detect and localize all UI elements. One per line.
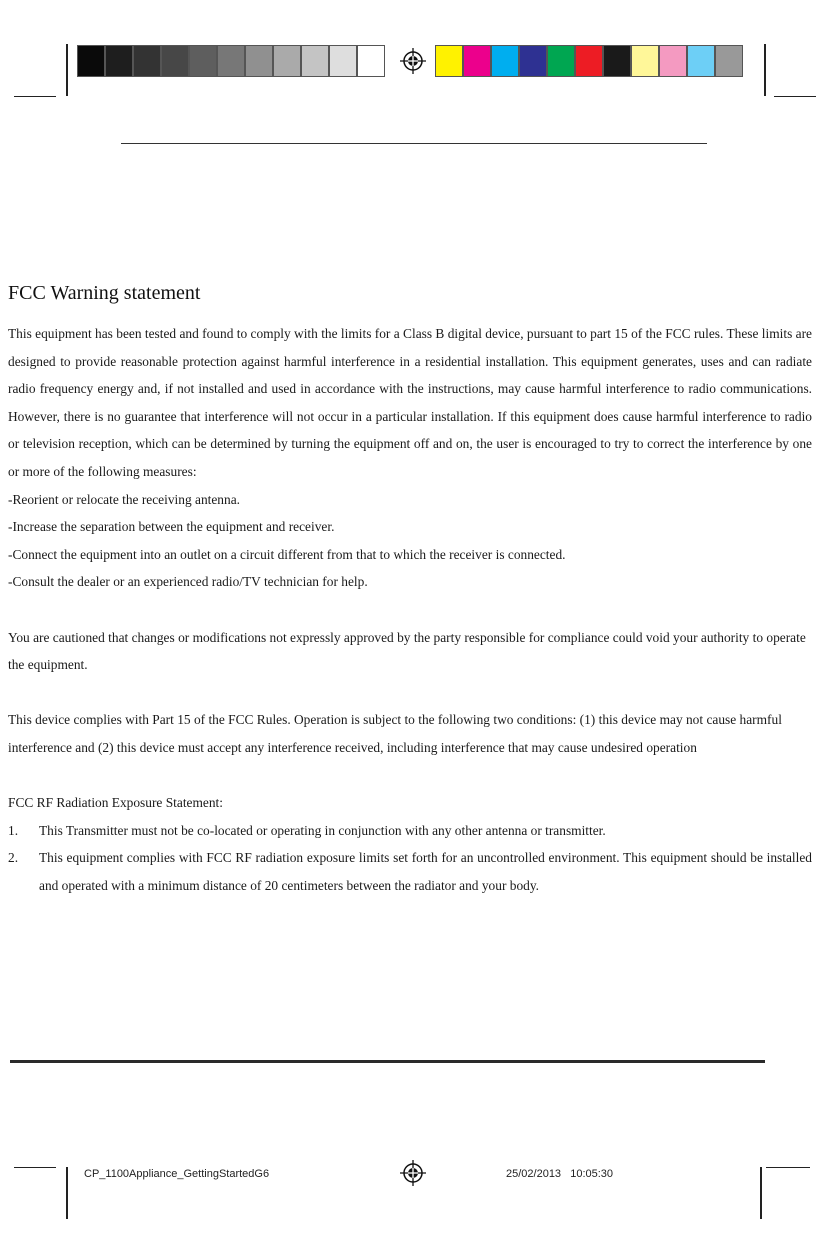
rf-item	[8, 844, 812, 899]
crop-mark-top-right-horizontal	[774, 96, 816, 97]
grayscale-calibration-bar	[77, 45, 385, 77]
compliance-paragraph: This device complies with Part 15 of the FCC Rules. Operation is subject to the following two conditions: (1) this device may not cause harmful interference and (2) this device must accept any interference received, including interference that may cause undesired operation	[8, 712, 782, 755]
footer-rule	[10, 1060, 765, 1063]
measures-list	[8, 486, 812, 596]
measure-item: -Reorient or relocate the receiving antenna.	[8, 491, 240, 507]
color-swatch	[435, 45, 463, 77]
caution-paragraph: You are cautioned that changes or modifications not expressly approved by the party responsible for compliance could void your authority to operate the equipment.	[8, 629, 806, 673]
color-swatch	[603, 45, 631, 77]
header-rule	[121, 143, 707, 144]
color-swatch	[575, 45, 603, 77]
color-swatch	[133, 45, 161, 77]
rf-list	[8, 817, 812, 900]
color-swatch	[491, 45, 519, 77]
color-swatch	[217, 45, 245, 77]
intro-paragraph: This equipment has been tested and found to comply with the limits for a Class B digital device, pursuant to part 15 of the FCC rules. These limits are designed to provide reasonable protection against harmful interference in a residential installation. This equipment generates, uses and can radiate radio frequency energy and, if not installed and used in accordance with the instructions, may cause harmful interference to radio communications. However, there is no guarantee that interference will not occur in a particular installation. If this equipment does cause harmful interference to radio or television reception, which can be determined by turning the equipment off and on, the user is encouraged to try to correct the interference by one or more of the following measures:	[8, 326, 812, 479]
color-swatch	[687, 45, 715, 77]
measure-item: -Connect the equipment into an outlet on a circuit different from that to which the receiver is connected.	[8, 546, 566, 562]
document-body	[8, 320, 812, 899]
color-calibration-bar	[435, 45, 743, 77]
footer-filename: CP_1100Appliance_GettingStartedG6	[84, 1168, 270, 1180]
measure-item: -Increase the separation between the equipment and receiver.	[8, 519, 335, 535]
rf-item-text: This equipment complies with FCC RF radiation exposure limits set forth for an uncontrolled environment. This equipment should be installed and operated with a minimum distance of 20 centimeters between the radiator and your body.	[39, 850, 812, 893]
crop-mark-top-right-vertical	[764, 44, 766, 96]
color-swatch	[715, 45, 743, 77]
color-swatch	[329, 45, 357, 77]
crop-mark-bottom-left-vertical	[66, 1167, 68, 1219]
color-swatch	[357, 45, 385, 77]
color-swatch	[547, 45, 575, 77]
crop-mark-bottom-right-vertical	[760, 1167, 762, 1219]
measure-item: -Consult the dealer or an experienced radio/TV technician for help.	[8, 574, 368, 590]
rf-item-text: This Transmitter must not be co-located or operating in conjunction with any other antenna or transmitter.	[39, 822, 606, 838]
color-swatch	[273, 45, 301, 77]
color-swatch	[659, 45, 687, 77]
color-swatch	[105, 45, 133, 77]
color-swatch	[519, 45, 547, 77]
color-swatch	[631, 45, 659, 77]
registration-mark-icon	[400, 1160, 426, 1186]
rf-item-number: 2.	[8, 850, 19, 866]
color-swatch	[189, 45, 217, 77]
rf-item	[8, 817, 812, 845]
color-swatch	[245, 45, 273, 77]
page-title: FCC Warning statement	[8, 282, 201, 304]
color-swatch	[301, 45, 329, 77]
color-swatch	[77, 45, 105, 77]
crop-mark-bottom-right-horizontal	[766, 1167, 810, 1168]
rf-heading: FCC RF Radiation Exposure Statement:	[8, 795, 223, 811]
footer-datetime: 25/02/2013 10:05:30	[506, 1168, 614, 1180]
registration-mark-icon	[400, 48, 426, 74]
crop-mark-top-left-horizontal	[14, 96, 56, 97]
crop-mark-bottom-left-horizontal	[14, 1167, 56, 1168]
color-swatch	[161, 45, 189, 77]
color-swatch	[463, 45, 491, 77]
crop-mark-top-left-vertical	[66, 44, 68, 96]
rf-item-number: 1.	[8, 822, 19, 838]
